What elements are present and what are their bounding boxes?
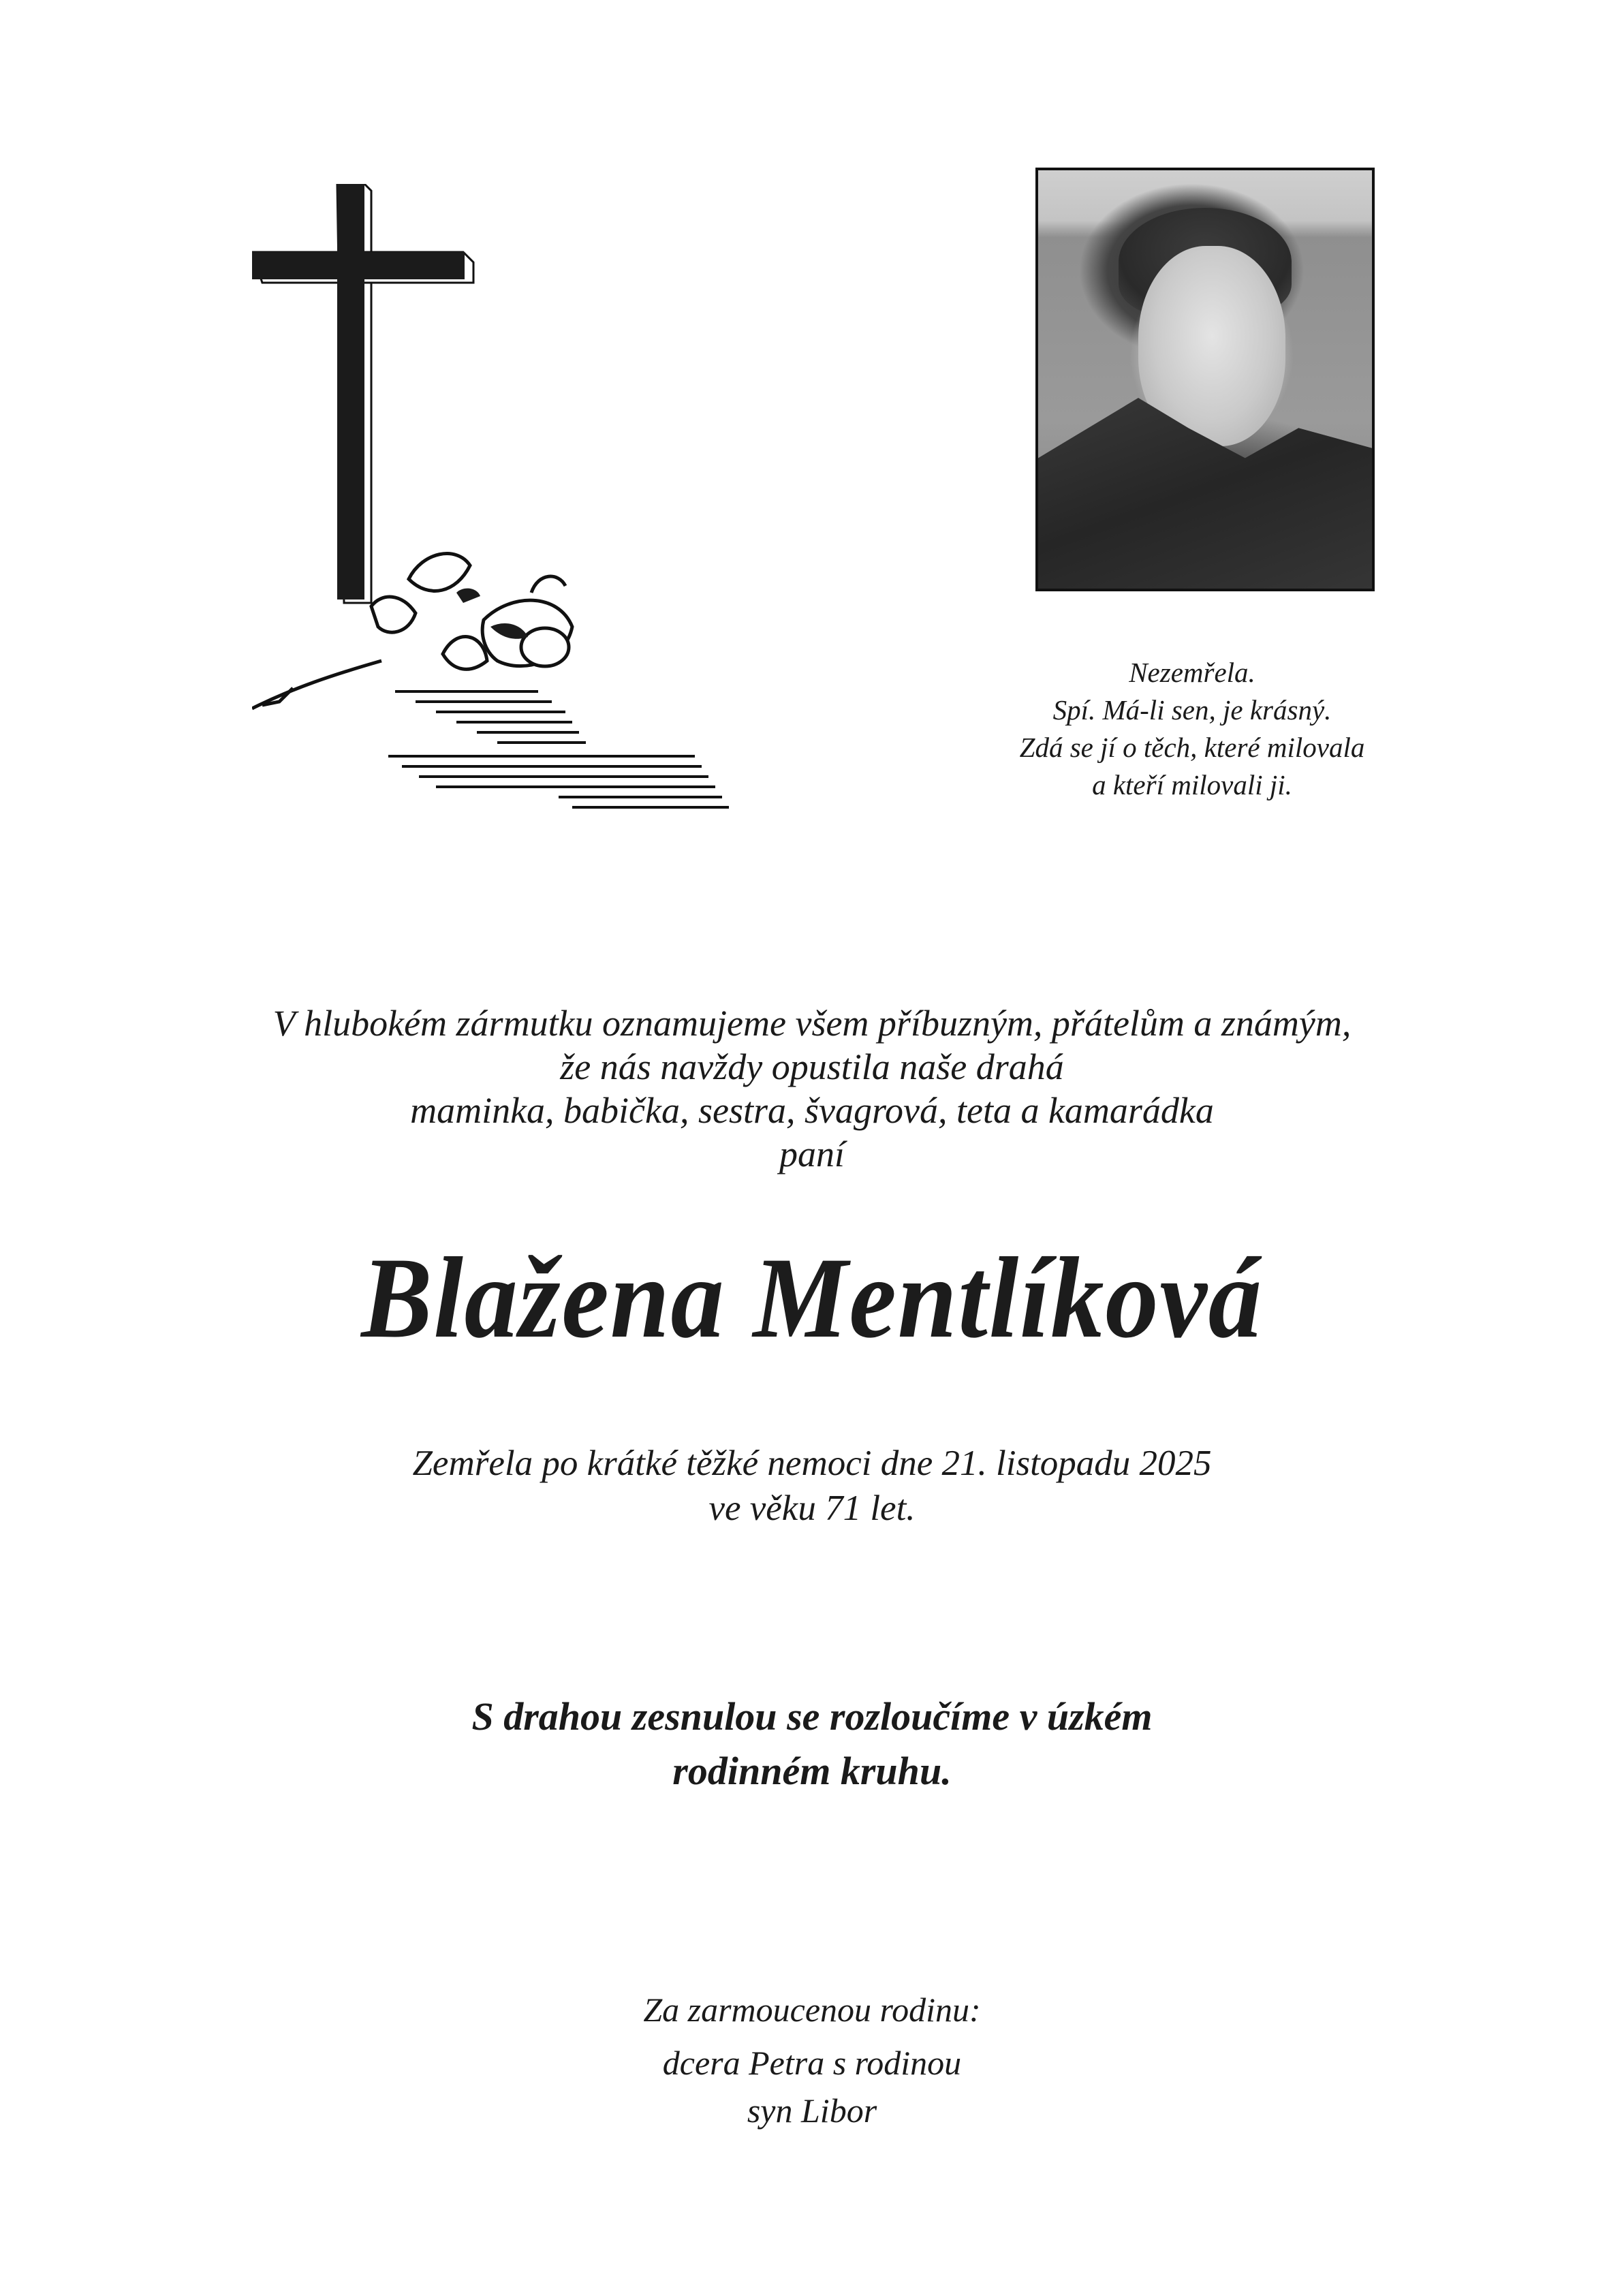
farewell-line: S drahou zesnulou se rozloučíme v úzkém [471,1694,1153,1739]
announcement-line: maminka, babička, sestra, švagrová, teta a kamarádka [410,1090,1214,1131]
death-info [204,1441,1420,1531]
cross-with-rose-icon [252,184,756,818]
family-member: dcera Petra s rodinou [662,2044,962,2082]
memorial-quote [940,654,1444,804]
quote-line: Spí. Má-li sen, je krásný. [1052,694,1332,726]
announcement-line: V hlubokém zármutku oznamujeme všem příbuzným, přátelům a známým, [272,1003,1352,1044]
quote-line: Zdá se jí o těch, které milovala [1019,732,1365,763]
quote-line: Nezemřela. [1129,657,1255,688]
farewell-line: rodinném kruhu. [672,1749,952,1793]
announcement-line: paní [779,1134,845,1174]
family-member: syn Libor [747,2091,877,2130]
announcement [136,1001,1488,1176]
quote-line: a kteří milovali ji. [1092,769,1292,800]
announcement-line: že nás navždy opustila naše drahá [560,1046,1064,1087]
portrait-photo [1035,168,1375,591]
deceased-name: Blažena Mentlíková [361,1234,1263,1362]
death-info-line: ve věku 71 let. [708,1489,916,1528]
family-signature [477,1986,1147,2134]
farewell-notice [204,1690,1420,1798]
death-info-line: Zemřela po krátké těžké nemoci dne 21. listopadu 2025 [412,1444,1212,1483]
family-heading: Za zarmoucenou rodinu: [643,1991,981,2029]
